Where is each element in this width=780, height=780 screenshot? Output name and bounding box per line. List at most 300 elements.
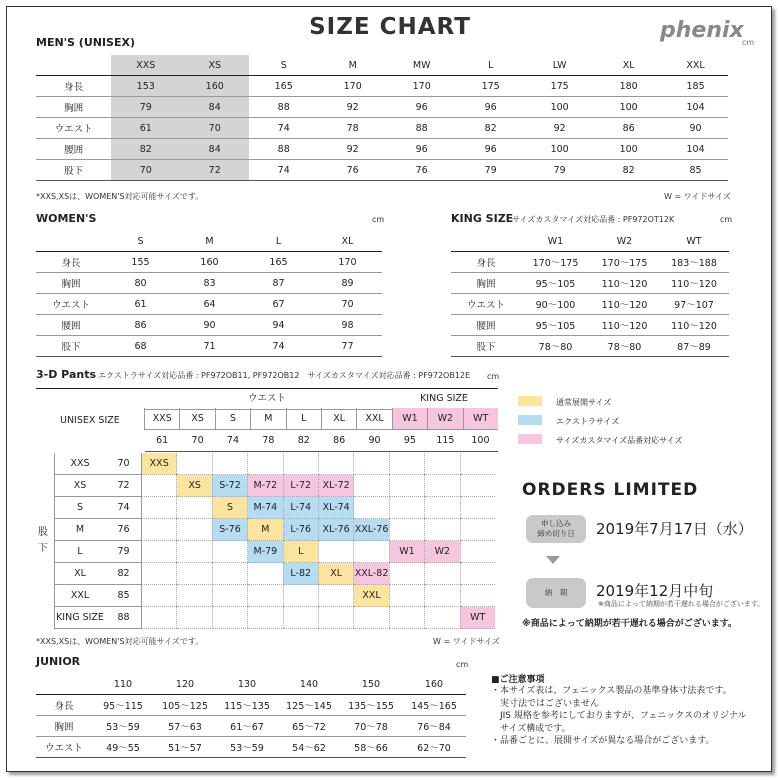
pants-col-value: 95 xyxy=(392,430,427,452)
womens-unit: cm xyxy=(372,215,385,224)
king-column-header: WT xyxy=(659,231,729,252)
pants-matrix-cell xyxy=(389,497,424,519)
mens-cell: 185 xyxy=(663,76,728,97)
mens-row xyxy=(36,139,728,160)
mens-cell: 96 xyxy=(456,97,525,118)
pants-col-size: S xyxy=(215,408,250,430)
deadline-pill: 申し込み 締め切り日 xyxy=(526,515,586,543)
pants-matrix-cell xyxy=(318,607,353,629)
pants-value-row xyxy=(145,430,498,452)
notes-line: サイズ構成です。 xyxy=(491,723,571,734)
legend-label: 通常展開サイズ xyxy=(556,398,612,407)
mens-cell: 79 xyxy=(111,97,180,118)
pants-matrix-row xyxy=(54,585,495,607)
pants-matrix-row xyxy=(54,519,495,541)
pants-matrix-cell xyxy=(177,497,212,519)
womens-cell: 64 xyxy=(175,294,244,315)
notes-line: ・本サイズ表は、フェニックス製品の基準身体寸法表です。 xyxy=(491,686,732,696)
pants-unisex-header xyxy=(36,388,144,453)
pants-matrix-cell xyxy=(389,585,424,607)
mens-row xyxy=(36,118,728,139)
pants-col-size: M xyxy=(251,408,286,430)
king-header-row xyxy=(451,231,729,252)
junior-header-row xyxy=(36,674,466,695)
pants-col-value: 82 xyxy=(286,430,321,452)
womens-cell: 67 xyxy=(244,294,313,315)
mens-cell: 88 xyxy=(387,118,456,139)
pants-matrix-cell xyxy=(212,563,247,585)
womens-cell: 170 xyxy=(313,252,382,273)
phenix-logo: phenix xyxy=(660,18,744,43)
king-row xyxy=(451,315,729,336)
junior-row-label: 胸囲 xyxy=(36,716,92,737)
pants-matrix-cell: WT xyxy=(460,607,495,629)
womens-cell: 165 xyxy=(244,252,313,273)
junior-column-header: 160 xyxy=(402,674,466,695)
king-cell: 87～89 xyxy=(659,336,729,357)
mens-cell: 84 xyxy=(180,97,249,118)
king-heading: KING SIZE xyxy=(451,212,514,225)
junior-column-header: 120 xyxy=(154,674,216,695)
pants-row-size: XXL xyxy=(54,585,106,607)
notes-line: 実寸法ではございません xyxy=(491,698,600,709)
king-row xyxy=(451,252,729,273)
arrow-down-icon xyxy=(546,556,560,564)
king-table xyxy=(451,231,729,357)
mens-cell: 88 xyxy=(249,97,318,118)
pants-col-size: XL xyxy=(321,408,356,430)
junior-cell: 58～66 xyxy=(340,737,402,758)
womens-cell: 80 xyxy=(106,273,175,294)
mens-note-right: W = ワイドサイズ xyxy=(664,192,731,201)
mens-cell: 180 xyxy=(594,76,663,97)
junior-cell: 135～155 xyxy=(340,695,402,716)
pants-matrix-cell xyxy=(248,453,283,475)
pants-matrix-cell: XL-76 xyxy=(318,519,353,541)
pants-matrix-cell: XL-74 xyxy=(318,497,353,519)
pants-col-size: W2 xyxy=(428,408,463,430)
junior-cell: 76～84 xyxy=(402,716,466,737)
junior-cell: 115～135 xyxy=(216,695,278,716)
legend-swatch xyxy=(518,434,542,444)
king-row xyxy=(451,273,729,294)
pants-matrix-cell xyxy=(425,563,460,585)
mens-cell: 92 xyxy=(525,118,594,139)
womens-cell: 70 xyxy=(313,294,382,315)
junior-table xyxy=(36,674,466,758)
womens-cell: 74 xyxy=(244,336,313,357)
pants-matrix-cell xyxy=(212,585,247,607)
pants-matrix-cell: L xyxy=(283,541,318,563)
mens-cell: 85 xyxy=(663,160,728,181)
mens-cell: 100 xyxy=(594,139,663,160)
king-row-label: 股下 xyxy=(451,336,521,357)
junior-cell: 53～59 xyxy=(92,716,154,737)
king-size-header: KING SIZE xyxy=(390,388,498,410)
mens-column-header: LW xyxy=(525,55,594,76)
pants-column-header xyxy=(144,408,498,452)
pants-matrix-cell xyxy=(425,585,460,607)
mens-column-header: XS xyxy=(180,55,249,76)
mens-cell: 74 xyxy=(249,118,318,139)
mens-cell: 175 xyxy=(456,76,525,97)
womens-cell: 86 xyxy=(106,315,175,336)
pants-matrix-cell xyxy=(460,563,495,585)
pants-row-size: XXS xyxy=(54,453,106,475)
pants-matrix-cell: L-74 xyxy=(283,497,318,519)
junior-cell: 49～55 xyxy=(92,737,154,758)
king-row-label: 胸囲 xyxy=(451,273,521,294)
mens-row xyxy=(36,160,728,181)
junior-cell: 54～62 xyxy=(278,737,340,758)
mens-cell: 100 xyxy=(594,97,663,118)
womens-column-header: M xyxy=(175,231,244,252)
mens-cell: 78 xyxy=(318,118,387,139)
pants-matrix-cell xyxy=(142,519,177,541)
pants-matrix-cell: M-79 xyxy=(248,541,283,563)
mens-column-header: XXS xyxy=(111,55,180,76)
pants-matrix-cell xyxy=(318,541,353,563)
pants-matrix-cell xyxy=(460,519,495,541)
pants-matrix-cell: XXS xyxy=(142,453,177,475)
pants-matrix-row xyxy=(54,563,495,585)
pants-row-size: M xyxy=(54,519,106,541)
pants-row-value: 79 xyxy=(106,541,142,563)
pants-col-value: 70 xyxy=(180,430,215,452)
pants-unit: cm xyxy=(487,372,500,381)
junior-cell: 125～145 xyxy=(278,695,340,716)
pants-matrix-cell xyxy=(248,607,283,629)
mens-cell: 170 xyxy=(318,76,387,97)
pants-col-size: L xyxy=(286,408,321,430)
deadline-date: 2019年7月17日（水） xyxy=(596,520,753,538)
delivery-note: ※商品によって納期が若干遅れる場合がございます。 xyxy=(598,600,765,608)
pants-matrix-cell xyxy=(460,497,495,519)
pants-col-value: 86 xyxy=(321,430,356,452)
king-row-label: ウエスト xyxy=(451,294,521,315)
junior-row-label: 身長 xyxy=(36,695,92,716)
womens-row xyxy=(36,294,382,315)
king-cell: 183～188 xyxy=(659,252,729,273)
womens-cell: 160 xyxy=(175,252,244,273)
mens-column-header: M xyxy=(318,55,387,76)
womens-table xyxy=(36,231,382,357)
mens-cell: 79 xyxy=(525,160,594,181)
pants-matrix-cell xyxy=(177,563,212,585)
womens-cell: 83 xyxy=(175,273,244,294)
junior-unit: cm xyxy=(456,660,469,669)
waist-header: ウエスト xyxy=(144,388,390,410)
pants-matrix-cell xyxy=(389,607,424,629)
pants-matrix-cell xyxy=(283,607,318,629)
pants-matrix-cell: W1 xyxy=(389,541,424,563)
womens-cell: 61 xyxy=(106,294,175,315)
womens-heading: WOMEN'S xyxy=(36,212,97,225)
pants-matrix-cell xyxy=(389,519,424,541)
womens-row-label: 腰囲 xyxy=(36,315,106,336)
womens-cell: 89 xyxy=(313,273,382,294)
junior-cell: 145～165 xyxy=(402,695,466,716)
mens-row-label: 胸囲 xyxy=(36,97,111,118)
pants-matrix-cell xyxy=(142,607,177,629)
pants-matrix-cell xyxy=(142,497,177,519)
junior-row xyxy=(36,716,466,737)
pants-matrix-cell xyxy=(177,585,212,607)
pants-matrix-cell: XXL-76 xyxy=(354,519,389,541)
mens-cell: 96 xyxy=(387,97,456,118)
womens-cell: 87 xyxy=(244,273,313,294)
pants-matrix-cell xyxy=(354,541,389,563)
pants-matrix-cell xyxy=(354,607,389,629)
delivery-pill: 納 期 xyxy=(526,578,586,608)
pants-row-value: 70 xyxy=(106,453,142,475)
orders-warning: ※商品によって納期が若干遅れる場合がございます。 xyxy=(522,619,738,629)
mens-cell: 84 xyxy=(180,139,249,160)
pants-matrix-cell xyxy=(425,607,460,629)
pants-matrix-row xyxy=(54,607,495,629)
inseam-label-column xyxy=(36,453,55,629)
womens-header-row xyxy=(36,231,382,252)
junior-column-header: 110 xyxy=(92,674,154,695)
mens-cell: 82 xyxy=(111,139,180,160)
king-cell: 110～120 xyxy=(590,315,659,336)
inseam-label: 股 下 xyxy=(38,527,48,554)
womens-cell: 94 xyxy=(244,315,313,336)
mens-column-header: XL xyxy=(594,55,663,76)
pants-matrix-cell xyxy=(212,453,247,475)
mens-cell: 82 xyxy=(594,160,663,181)
mens-cell: 104 xyxy=(663,97,728,118)
womens-row-label: 胸囲 xyxy=(36,273,106,294)
pants-matrix-cell xyxy=(460,475,495,497)
pants-matrix-cell xyxy=(142,563,177,585)
junior-cell: 95～115 xyxy=(92,695,154,716)
pants-matrix-cell xyxy=(460,453,495,475)
mens-cell: 86 xyxy=(594,118,663,139)
mens-row xyxy=(36,97,728,118)
womens-column-header: L xyxy=(244,231,313,252)
pants-row-value: 76 xyxy=(106,519,142,541)
orders-heading: ORDERS LIMITED xyxy=(522,480,699,500)
pants-matrix-cell: S xyxy=(212,497,247,519)
mens-cell: 170 xyxy=(387,76,456,97)
mens-column-header: L xyxy=(456,55,525,76)
pants-row-value: 82 xyxy=(106,563,142,585)
mens-cell: 61 xyxy=(111,118,180,139)
delivery-date: 2019年12月中旬 xyxy=(596,582,714,600)
pants-matrix-cell: S-76 xyxy=(212,519,247,541)
pants-matrix-cell xyxy=(389,475,424,497)
pants-matrix-cell xyxy=(425,497,460,519)
pants-matrix-cell xyxy=(460,585,495,607)
womens-column-header: S xyxy=(106,231,175,252)
pants-matrix-cell xyxy=(460,541,495,563)
junior-column-header: 150 xyxy=(340,674,402,695)
womens-cell: 71 xyxy=(175,336,244,357)
mens-column-header: MW xyxy=(387,55,456,76)
pants-heading: 3-D Pants xyxy=(36,368,97,381)
pants-row-value: 85 xyxy=(106,585,142,607)
legend-swatch xyxy=(518,396,542,406)
king-column-header xyxy=(451,231,521,252)
mens-cell: 92 xyxy=(318,97,387,118)
mens-header-row xyxy=(36,55,728,76)
pants-matrix-cell xyxy=(425,519,460,541)
womens-cell: 77 xyxy=(313,336,382,357)
pants-col-size: XXS xyxy=(145,408,180,430)
mens-cell: 104 xyxy=(663,139,728,160)
pants-row-size: L xyxy=(54,541,106,563)
mens-cell: 90 xyxy=(663,118,728,139)
pants-matrix-cell xyxy=(177,453,212,475)
womens-column-header xyxy=(36,231,106,252)
king-row-label: 身長 xyxy=(451,252,521,273)
king-column-header: W2 xyxy=(590,231,659,252)
pants-matrix-cell xyxy=(354,453,389,475)
king-cell: 90～100 xyxy=(521,294,590,315)
womens-row-label: ウエスト xyxy=(36,294,106,315)
pants-matrix-cell xyxy=(177,519,212,541)
pants-matrix-cell xyxy=(425,475,460,497)
mens-column-header: S xyxy=(249,55,318,76)
junior-column-header: 140 xyxy=(278,674,340,695)
pants-matrix-cell xyxy=(389,563,424,585)
pants-matrix-cell xyxy=(318,585,353,607)
womens-cell: 90 xyxy=(175,315,244,336)
pants-col-value: 78 xyxy=(251,430,286,452)
king-cell: 110～120 xyxy=(590,273,659,294)
pants-matrix-row xyxy=(54,497,495,519)
pants-matrix-cell xyxy=(318,453,353,475)
junior-column-header xyxy=(36,674,92,695)
mens-row-label: 腰囲 xyxy=(36,139,111,160)
mens-column-header: XXL xyxy=(663,55,728,76)
womens-cell: 68 xyxy=(106,336,175,357)
legend-swatch xyxy=(518,415,542,425)
mens-column-header xyxy=(36,55,111,76)
junior-cell: 57～63 xyxy=(154,716,216,737)
king-cell: 110～120 xyxy=(659,273,729,294)
pants-row-size: XS xyxy=(54,475,106,497)
pants-row-size: S xyxy=(54,497,106,519)
womens-row-label: 股下 xyxy=(36,336,106,357)
unisex-size-label: UNISEX SIZE xyxy=(60,415,120,426)
notes-body xyxy=(491,685,747,748)
pants-row-size: KING SIZE xyxy=(54,607,106,629)
notes-line: JIS 規格を参考にしておりますが、フェニックスのオリジナル xyxy=(491,711,747,721)
pants-row-value: 74 xyxy=(106,497,142,519)
pants-row-size: XL xyxy=(54,563,106,585)
junior-cell: 70～78 xyxy=(340,716,402,737)
pants-col-value: 90 xyxy=(357,430,392,452)
king-cell: 170～175 xyxy=(521,252,590,273)
junior-cell: 53～59 xyxy=(216,737,278,758)
pants-col-size: XXL xyxy=(357,408,392,430)
mens-cell: 96 xyxy=(456,139,525,160)
pants-col-size: XS xyxy=(180,408,215,430)
king-row xyxy=(451,294,729,315)
mens-cell: 100 xyxy=(525,139,594,160)
junior-cell: 65～72 xyxy=(278,716,340,737)
pants-matrix-cell xyxy=(283,453,318,475)
mens-cell: 76 xyxy=(387,160,456,181)
logo-unit: cm xyxy=(742,38,755,47)
mens-cell: 100 xyxy=(525,97,594,118)
king-cell: 170～175 xyxy=(590,252,659,273)
pants-matrix-cell xyxy=(248,563,283,585)
junior-cell: 51～57 xyxy=(154,737,216,758)
mens-row xyxy=(36,76,728,97)
mens-cell: 153 xyxy=(111,76,180,97)
legend-label: サイズカスタマイズ品番対応サイズ xyxy=(556,436,683,445)
junior-heading: JUNIOR xyxy=(36,655,81,668)
pants-matrix xyxy=(54,453,495,629)
pants-matrix-cell xyxy=(389,453,424,475)
pants-matrix-cell: XXL xyxy=(354,585,389,607)
pants-matrix-cell xyxy=(354,497,389,519)
pants-note: *XXS,XSは、WOMEN'S対応可能サイズです。 xyxy=(36,637,204,646)
pants-matrix-cell: XL-72 xyxy=(318,475,353,497)
pants-col-size: WT xyxy=(463,408,498,430)
king-cell: 78～80 xyxy=(521,336,590,357)
pants-col-value: 100 xyxy=(463,430,498,452)
mens-cell: 70 xyxy=(111,160,180,181)
pants-matrix-cell xyxy=(212,607,247,629)
mens-cell: 74 xyxy=(249,160,318,181)
king-row xyxy=(451,336,729,357)
mens-cell: 76 xyxy=(318,160,387,181)
pants-matrix-cell: W2 xyxy=(425,541,460,563)
womens-row xyxy=(36,273,382,294)
junior-cell: 62～70 xyxy=(402,737,466,758)
pants-matrix-cell xyxy=(212,541,247,563)
notes-line: ・品番ごとに、展開サイズが異なる場合がございます。 xyxy=(491,736,715,746)
mens-cell: 160 xyxy=(180,76,249,97)
pants-matrix-cell xyxy=(177,541,212,563)
king-cell: 95～105 xyxy=(521,315,590,336)
womens-row xyxy=(36,315,382,336)
pants-matrix-cell: S-72 xyxy=(212,475,247,497)
king-cell: 97～107 xyxy=(659,294,729,315)
mens-row-label: 股下 xyxy=(36,160,111,181)
pants-matrix-cell: XS xyxy=(177,475,212,497)
mens-cell: 82 xyxy=(456,118,525,139)
pants-matrix-cell: M xyxy=(248,519,283,541)
mens-cell: 70 xyxy=(180,118,249,139)
pants-matrix-cell xyxy=(425,453,460,475)
pants-matrix-cell: XL xyxy=(318,563,353,585)
mens-cell: 175 xyxy=(525,76,594,97)
king-cell: 78～80 xyxy=(590,336,659,357)
king-cell: 110～120 xyxy=(590,294,659,315)
page-title: SIZE CHART xyxy=(309,14,471,40)
pants-matrix-row xyxy=(54,453,495,475)
pants-matrix-cell xyxy=(354,475,389,497)
mens-table xyxy=(36,55,728,181)
junior-row-label: ウエスト xyxy=(36,737,92,758)
pants-matrix-cell: L-72 xyxy=(283,475,318,497)
junior-cell: 61～67 xyxy=(216,716,278,737)
pants-matrix-row xyxy=(54,541,495,563)
pants-matrix-cell xyxy=(142,475,177,497)
womens-row-label: 身長 xyxy=(36,252,106,273)
pants-note-right: W = ワイドサイズ xyxy=(433,637,500,646)
mens-cell: 165 xyxy=(249,76,318,97)
pants-col-value: 61 xyxy=(145,430,180,452)
legend-label: エクストラサイズ xyxy=(556,417,620,426)
king-column-header: W1 xyxy=(521,231,590,252)
notes-heading: ■ご注意事項 xyxy=(491,675,545,685)
